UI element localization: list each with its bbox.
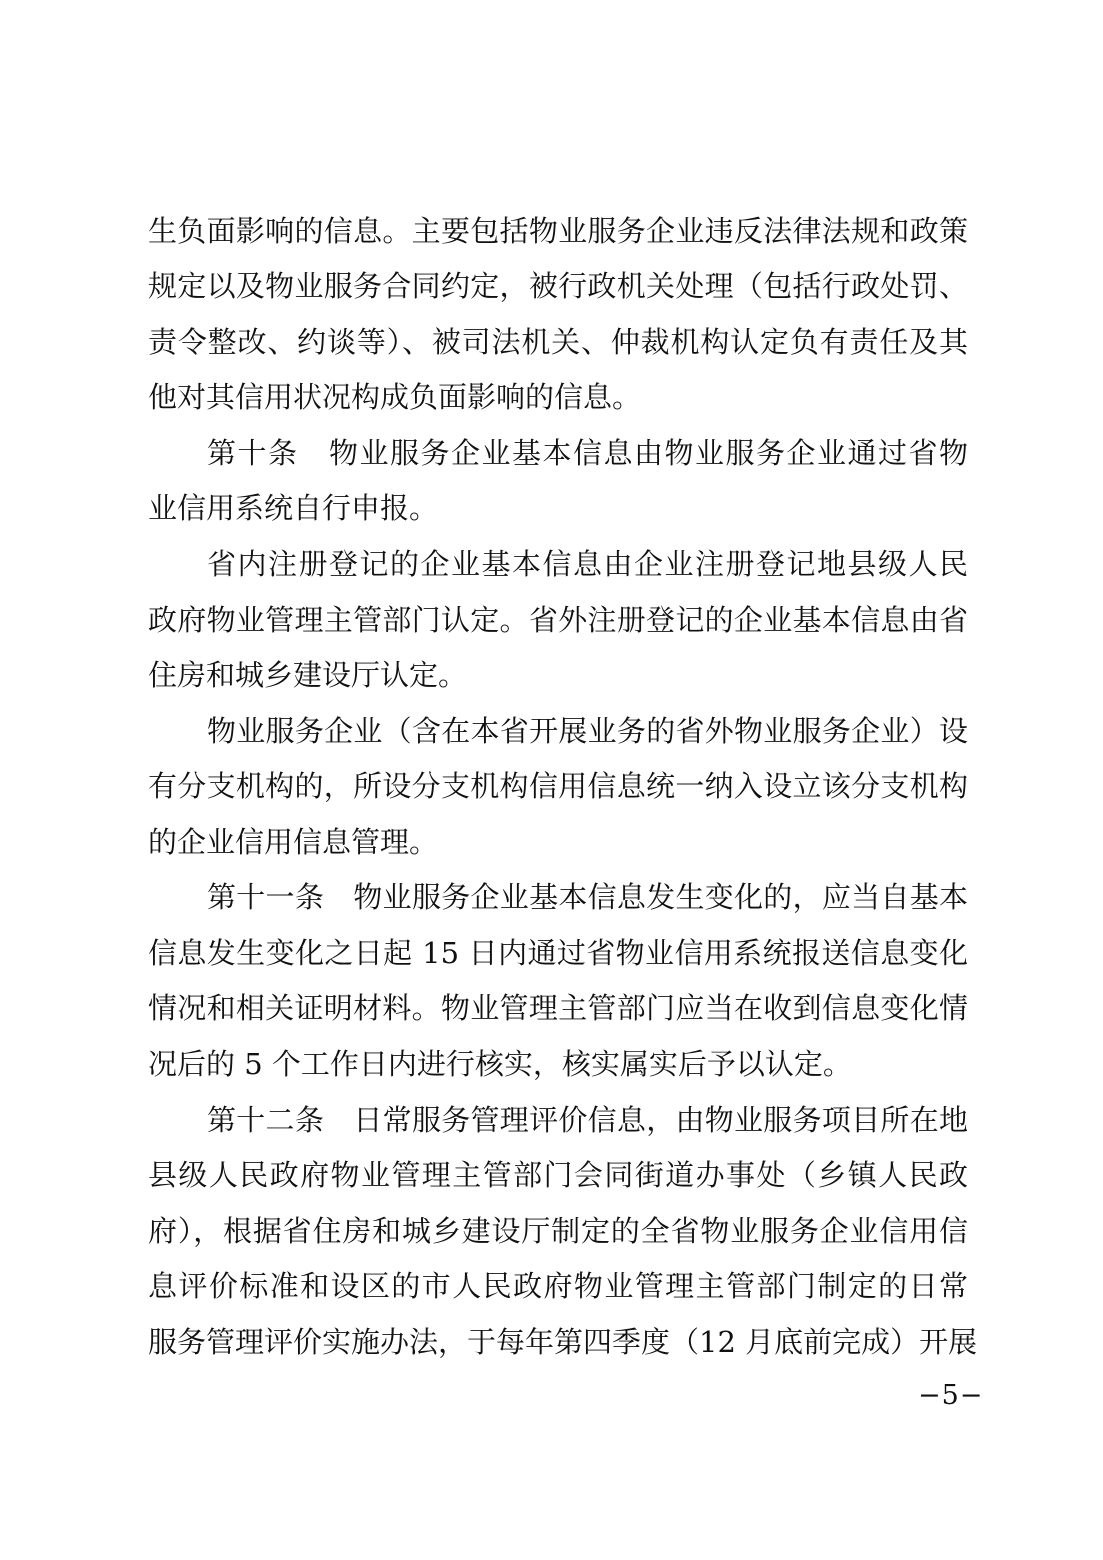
text-line: 有分支机构的，所设分支机构信用信息统一纳入设立该分支机构 xyxy=(148,769,968,803)
paragraph-first-line: 物业服务企业（含在本省开展业务的省外物业服务企业）设 xyxy=(207,714,968,748)
text-line: 责令整改、约谈等）、被司法机关、仲裁机构认定负有责任及其 xyxy=(148,325,968,359)
text-line: 政府物业管理主管部门认定。省外注册登记的企业基本信息由省 xyxy=(148,603,968,637)
text-line: 况后的 5 个工作日内进行核实，核实属实后予以认定。 xyxy=(148,1047,852,1081)
article-11-heading-line: 第十一条 物业服务企业基本信息发生变化的，应当自基本 xyxy=(207,880,968,914)
text-line: 府），根据省住房和城乡建设厅制定的全省物业服务企业信用信 xyxy=(148,1214,968,1248)
text-line: 他对其信用状况构成负面影响的信息。 xyxy=(148,380,642,414)
text-line: 生负面影响的信息。主要包括物业服务企业违反法律法规和政策 xyxy=(148,214,968,248)
page-number: −5− xyxy=(918,1380,984,1411)
text-line: 业信用系统自行申报。 xyxy=(148,491,439,525)
text-line: 服务管理评价实施办法，于每年第四季度（12 月底前完成）开展 xyxy=(148,1325,978,1359)
text-line: 规定以及物业服务合同约定，被行政机关处理（包括行政处罚、 xyxy=(148,269,968,303)
article-12-heading-line: 第十二条 日常服务管理评价信息，由物业服务项目所在地 xyxy=(207,1103,968,1137)
text-line: 县级人民政府物业管理主管部门会同街道办事处（乡镇人民政 xyxy=(148,1158,968,1192)
paragraph-first-line: 省内注册登记的企业基本信息由企业注册登记地县级人民 xyxy=(207,547,968,581)
article-10-heading-line: 第十条 物业服务企业基本信息由物业服务企业通过省物 xyxy=(207,436,968,470)
text-line: 的企业信用信息管理。 xyxy=(148,825,439,859)
text-line: 情况和相关证明材料。物业管理主管部门应当在收到信息变化情 xyxy=(148,991,968,1025)
text-line: 息评价标准和设区的市人民政府物业管理主管部门制定的日常 xyxy=(148,1269,968,1303)
text-line: 住房和城乡建设厅认定。 xyxy=(148,658,468,692)
text-line: 信息发生变化之日起 15 日内通过省物业信用系统报送信息变化 xyxy=(148,936,968,970)
